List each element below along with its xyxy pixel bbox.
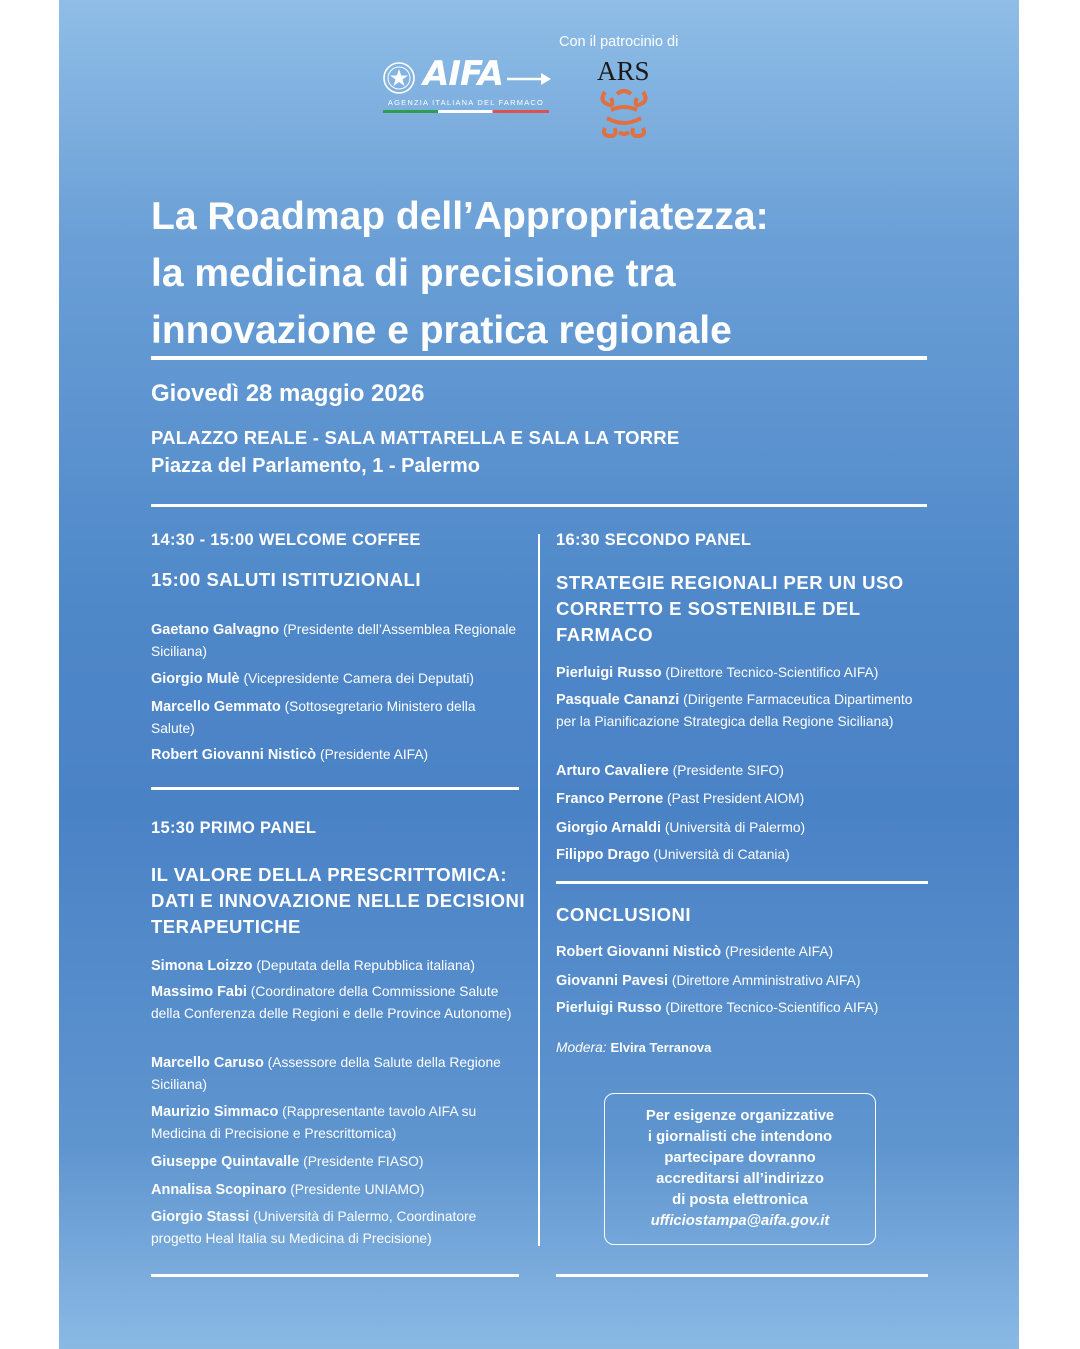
bottom-divider-right <box>556 1274 928 1277</box>
divider <box>151 356 927 360</box>
press-text-line: i giornalisti che intendono <box>647 1129 833 1145</box>
event-venue: PALAZZO REALE - SALA MATTARELLA E SALA LA TORRE <box>151 427 680 448</box>
bottom-divider-left <box>151 1274 519 1277</box>
speaker-name: Filippo Drago <box>556 847 650 863</box>
speaker <box>151 1052 523 1095</box>
speaker-role: (Presidente FIASO) <box>299 1154 424 1169</box>
speaker-role: (Vicepresidente Camera dei Deputati) <box>239 671 475 686</box>
speaker <box>556 662 928 684</box>
italian-flag-stripe <box>383 110 549 113</box>
speaker <box>151 1151 523 1173</box>
speaker-name: Giuseppe Quintavalle <box>151 1154 300 1170</box>
speaker-role: (Presidente SIFO) <box>668 763 784 778</box>
speaker-role: (Direttore Tecnico-Scientifico AIFA) <box>661 665 879 680</box>
conclusioni-heading: CONCLUSIONI <box>556 904 691 925</box>
speaker-name: Giorgio Stassi <box>151 1209 250 1225</box>
speaker-role: (Presidente dell’Assemblea Regionale Siciliana) <box>151 622 517 659</box>
speaker <box>556 689 924 732</box>
speaker-name: Robert Giovanni Nisticò <box>556 944 722 960</box>
speaker <box>556 788 928 810</box>
patronage-label: Con il patrocinio di <box>559 34 679 50</box>
speaker-role: (Past President AIOM) <box>663 791 805 806</box>
speaker-role: (Presidente UNIAMO) <box>286 1182 425 1197</box>
speaker-role: (Presidente AIFA) <box>721 944 834 959</box>
speaker <box>556 817 928 839</box>
speaker <box>556 941 928 963</box>
speaker-name: Gaetano Galvagno <box>151 622 280 638</box>
speaker <box>556 997 928 1019</box>
press-email-link[interactable]: ufficiostampa@aifa.gov.it <box>650 1213 830 1229</box>
speaker-name: Pierluigi Russo <box>556 665 662 681</box>
panel2-title: STRATEGIE REGIONALI PER UN USO CORRETTO E SOSTENIBILE DEL FARMACO <box>556 572 904 645</box>
speaker-role: (Sottosegretario Ministero della Salute) <box>151 699 476 736</box>
speaker-role: (Rappresentante tavolo AIFA su Medicina di Precisione e Prescrittomica) <box>151 1104 477 1141</box>
speaker-name: Giovanni Pavesi <box>556 973 669 989</box>
speaker-name: Robert Giovanni Nisticò <box>151 747 317 763</box>
press-accreditation-box <box>604 1093 876 1245</box>
panel1-time: 15:30 PRIMO PANEL <box>151 819 317 837</box>
welcome-coffee-heading: 14:30 - 15:00 WELCOME COFFEE <box>151 531 421 549</box>
press-text-line: Per esigenze organizzative <box>645 1108 835 1124</box>
speaker <box>151 1206 523 1249</box>
speaker <box>151 955 523 977</box>
speaker <box>151 619 523 662</box>
speaker-role: (Coordinatore della Commissione Salute della Conferenza delle Regioni e delle Province Autonome) <box>151 984 512 1021</box>
speaker <box>151 981 523 1024</box>
arrow-icon <box>507 72 551 86</box>
speaker-role: (Deputata della Repubblica italiana) <box>252 958 475 973</box>
speaker-role: (Direttore Tecnico-Scientifico AIFA) <box>661 1000 879 1015</box>
panel1-title: IL VALORE DELLA PRESCRITTOMICA: DATI E INNOVAZIONE NELLE DECISIONI TERAPEUTICHE <box>151 864 526 937</box>
moderator-label: Modera: <box>556 1040 611 1055</box>
press-text-line: di posta elettronica <box>672 1192 808 1208</box>
speaker-role: (Direttore Amministrativo AIFA) <box>668 973 861 988</box>
speaker-name: Simona Loizzo <box>151 958 253 974</box>
speaker-role: (Presidente AIFA) <box>316 747 429 762</box>
speaker-name: Massimo Fabi <box>151 984 247 1000</box>
speaker-name: Marcello Gemmato <box>151 699 281 715</box>
aifa-logo <box>381 54 551 116</box>
speaker-name: Franco Perrone <box>556 791 664 807</box>
column-divider <box>538 534 540 1246</box>
speaker <box>151 1101 523 1144</box>
speaker-name: Annalisa Scopinaro <box>151 1182 287 1198</box>
title-line: la medicina di precisione tra <box>151 252 676 295</box>
speaker-name: Giorgio Arnaldi <box>556 820 661 836</box>
section-divider <box>151 787 519 790</box>
press-text-line: partecipare dovranno <box>664 1150 816 1166</box>
title-line: innovazione e pratica regionale <box>151 309 732 352</box>
ars-logo-text: ARS <box>597 56 650 86</box>
panel2-time: 16:30 SECONDO PANEL <box>556 531 752 549</box>
section-divider <box>556 881 928 884</box>
press-text-line: accreditarsi all’indirizzo <box>656 1171 824 1187</box>
event-date: Giovedì 28 maggio 2026 <box>151 380 425 407</box>
speaker <box>151 1179 523 1201</box>
event-title <box>151 188 951 359</box>
speaker-role: (Assessore della Salute della Regione Siciliana) <box>151 1055 501 1092</box>
ars-emblem-icon <box>597 88 651 138</box>
speaker <box>556 970 928 992</box>
event-address: Piazza del Parlamento, 1 - Palermo <box>151 455 481 477</box>
speaker <box>151 744 523 766</box>
speaker-name: Pasquale Cananzi <box>556 692 680 708</box>
speaker-role: (Università di Palermo, Coordinatore progetto Heal Italia su Medicina di Precisione) <box>151 1209 477 1246</box>
speaker <box>151 696 523 739</box>
speaker-name: Pierluigi Russo <box>556 1000 662 1016</box>
speaker-role: (Dirigente Farmaceutica Dipartimento per la Pianificazione Strategica della Regione Siciliana) <box>556 692 913 729</box>
speaker <box>556 760 928 782</box>
speaker-name: Giorgio Mulè <box>151 671 240 687</box>
title-line: La Roadmap dell’Appropriatezza: <box>151 195 769 238</box>
divider <box>151 504 927 507</box>
speaker-name: Arturo Cavaliere <box>556 763 669 779</box>
aifa-logo-subtitle: AGENZIA ITALIANA DEL FARMACO <box>387 98 545 107</box>
aifa-logo-text: AIFA <box>423 54 504 94</box>
speaker-role: (Università di Palermo) <box>661 820 806 835</box>
moderator-name: Elvira Terranova <box>610 1040 712 1055</box>
speaker-name: Maurizio Simmaco <box>151 1104 279 1120</box>
italian-republic-emblem-icon <box>381 60 417 96</box>
speaker <box>556 844 928 866</box>
event-poster <box>59 0 1019 1349</box>
speaker <box>151 668 523 690</box>
moderator <box>556 1040 711 1055</box>
speaker-name: Marcello Caruso <box>151 1055 264 1071</box>
speaker-role: (Università di Catania) <box>649 847 790 862</box>
saluti-heading: 15:00 SALUTI ISTITUZIONALI <box>151 569 421 590</box>
